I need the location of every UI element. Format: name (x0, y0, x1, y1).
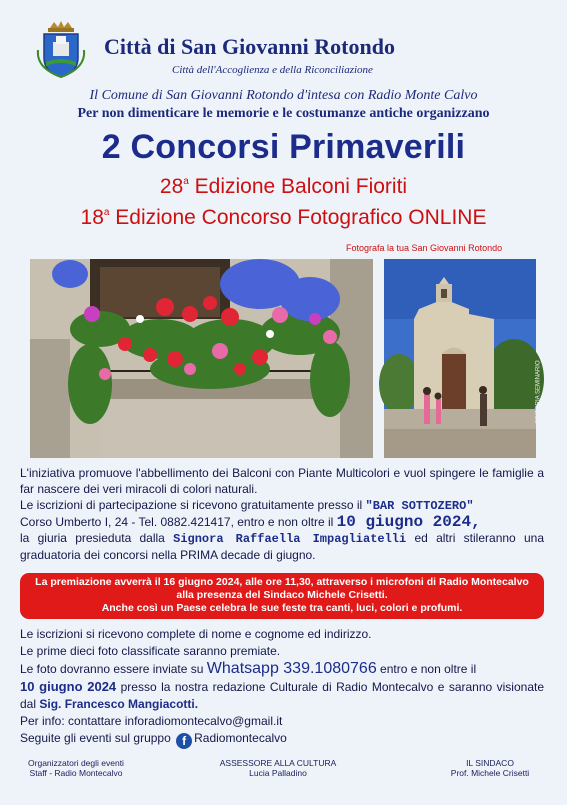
judge-name: Signora Raffaella Impagliatelli (173, 532, 407, 546)
coat-of-arms-icon (36, 20, 86, 78)
p2-text-c: Le foto dovranno essere inviate su (20, 662, 207, 676)
edition1-text: Edizione Balconi Fioriti (188, 175, 408, 198)
footer-col3-line1: IL SINDACO (466, 758, 514, 768)
church-photo (384, 259, 542, 458)
edition2-sup: a (103, 207, 110, 218)
p1-text-d: la giuria presieduta dalla (20, 531, 174, 545)
footer-organizers (26, 758, 126, 778)
paragraph-iscrizioni (20, 465, 544, 563)
p1-text-e: ed altri stileranno una graduatoria dei concorsi nella PRIMA decade di giugno. (20, 531, 544, 562)
p2-text-e: presso la nostra redazione Culturale di Radio Montecalvo e saranno visionate dal (20, 680, 544, 711)
p2-text-b: Le prime dieci foto classificate saranno premiate. (20, 644, 281, 658)
edition2-text: Edizione Concorso Fotografico ONLINE (109, 206, 487, 229)
footer-col1-line1: Organizzatori degli eventi (28, 758, 124, 768)
photo-watermark: EDITORIA SEMINARIO (535, 360, 542, 424)
city-subtitle: Città dell'Accoglienza e della Riconciliazione (172, 64, 373, 76)
deadline-2: 10 giugno 2024 (20, 679, 117, 694)
p1-text-a: L'iniziativa promuove l'abbellimento dei Balconi con Piante Multicolori e vuol spingere le famiglie a far nascere dei veri miracoli di colori naturali. (20, 466, 544, 496)
footer-assessore (218, 758, 338, 778)
main-headline: 2 Concorsi Primaverili (101, 128, 466, 166)
deadline-1: 10 giugno 2024, (336, 513, 481, 531)
p2-text-g: Seguite gli eventi sul gruppo (20, 731, 175, 745)
p2-text-a: Le iscrizioni si ricevono complete di nome e cognome ed indirizzo. (20, 627, 372, 641)
paragraph-foto (20, 626, 544, 749)
award-notice-box (20, 573, 544, 619)
footer-col1-line2: Staff - Radio Montecalvo (29, 768, 123, 778)
edition-foto (0, 206, 567, 230)
footer-col2-line2: Lucia Palladino (249, 768, 307, 778)
award-line-3: Anche così un Paese celebra le sue feste tra canti, luci, colori e profumi. (101, 602, 463, 614)
p2-text-d: entro e non oltre il (376, 662, 477, 676)
edition1-number: 28 (159, 175, 184, 198)
edition1-sup: a (183, 176, 189, 187)
facebook-icon[interactable]: f (176, 733, 192, 749)
p1-text-b: Le iscrizioni di partecipazione si ricevono gratuitamente presso il (20, 498, 366, 512)
whatsapp-number[interactable]: Whatsapp 339.1080766 (206, 660, 377, 677)
footer-col3-line2: Prof. Michele Crisetti (450, 768, 530, 778)
p1-text-c: Corso Umberto I, 24 - Tel. 0882.421417, entro e non oltre il (20, 515, 337, 529)
footer-col2-line1: ASSESSORE ALLA CULTURA (219, 758, 337, 768)
photo-caption: Fotografa la tua San Giovanni Rotondo (346, 243, 503, 253)
flower-balcony-photo (30, 259, 373, 458)
award-line-1: La premiazione avverrà il 16 giugno 2024, alle ore 11,30, attraverso i microfoni di Radio Montecalvo (35, 576, 529, 588)
intro-line-2: Per non dimenticare le memorie e le costumanze antiche organizzano (77, 106, 490, 121)
footer-sindaco (430, 758, 550, 778)
reviewer-name: Sig. Francesco Mangiacotti. (39, 697, 199, 711)
edition-balconi (0, 175, 567, 199)
edition2-number: 18 (80, 206, 104, 229)
intro-line-1: Il Comune di San Giovanni Rotondo d'intesa con Radio Monte Calvo (89, 88, 478, 103)
city-title: Città di San Giovanni Rotondo (104, 34, 395, 59)
bar-name: "BAR SOTTOZERO" (365, 499, 474, 513)
info-contact[interactable]: Per info: contattare inforadiomontecalvo@gmail.it (20, 714, 283, 728)
award-line-2: alla presenza del Sindaco Michele Crisetti. (176, 589, 388, 601)
facebook-group-name[interactable]: Radiomontecalvo (194, 731, 287, 745)
